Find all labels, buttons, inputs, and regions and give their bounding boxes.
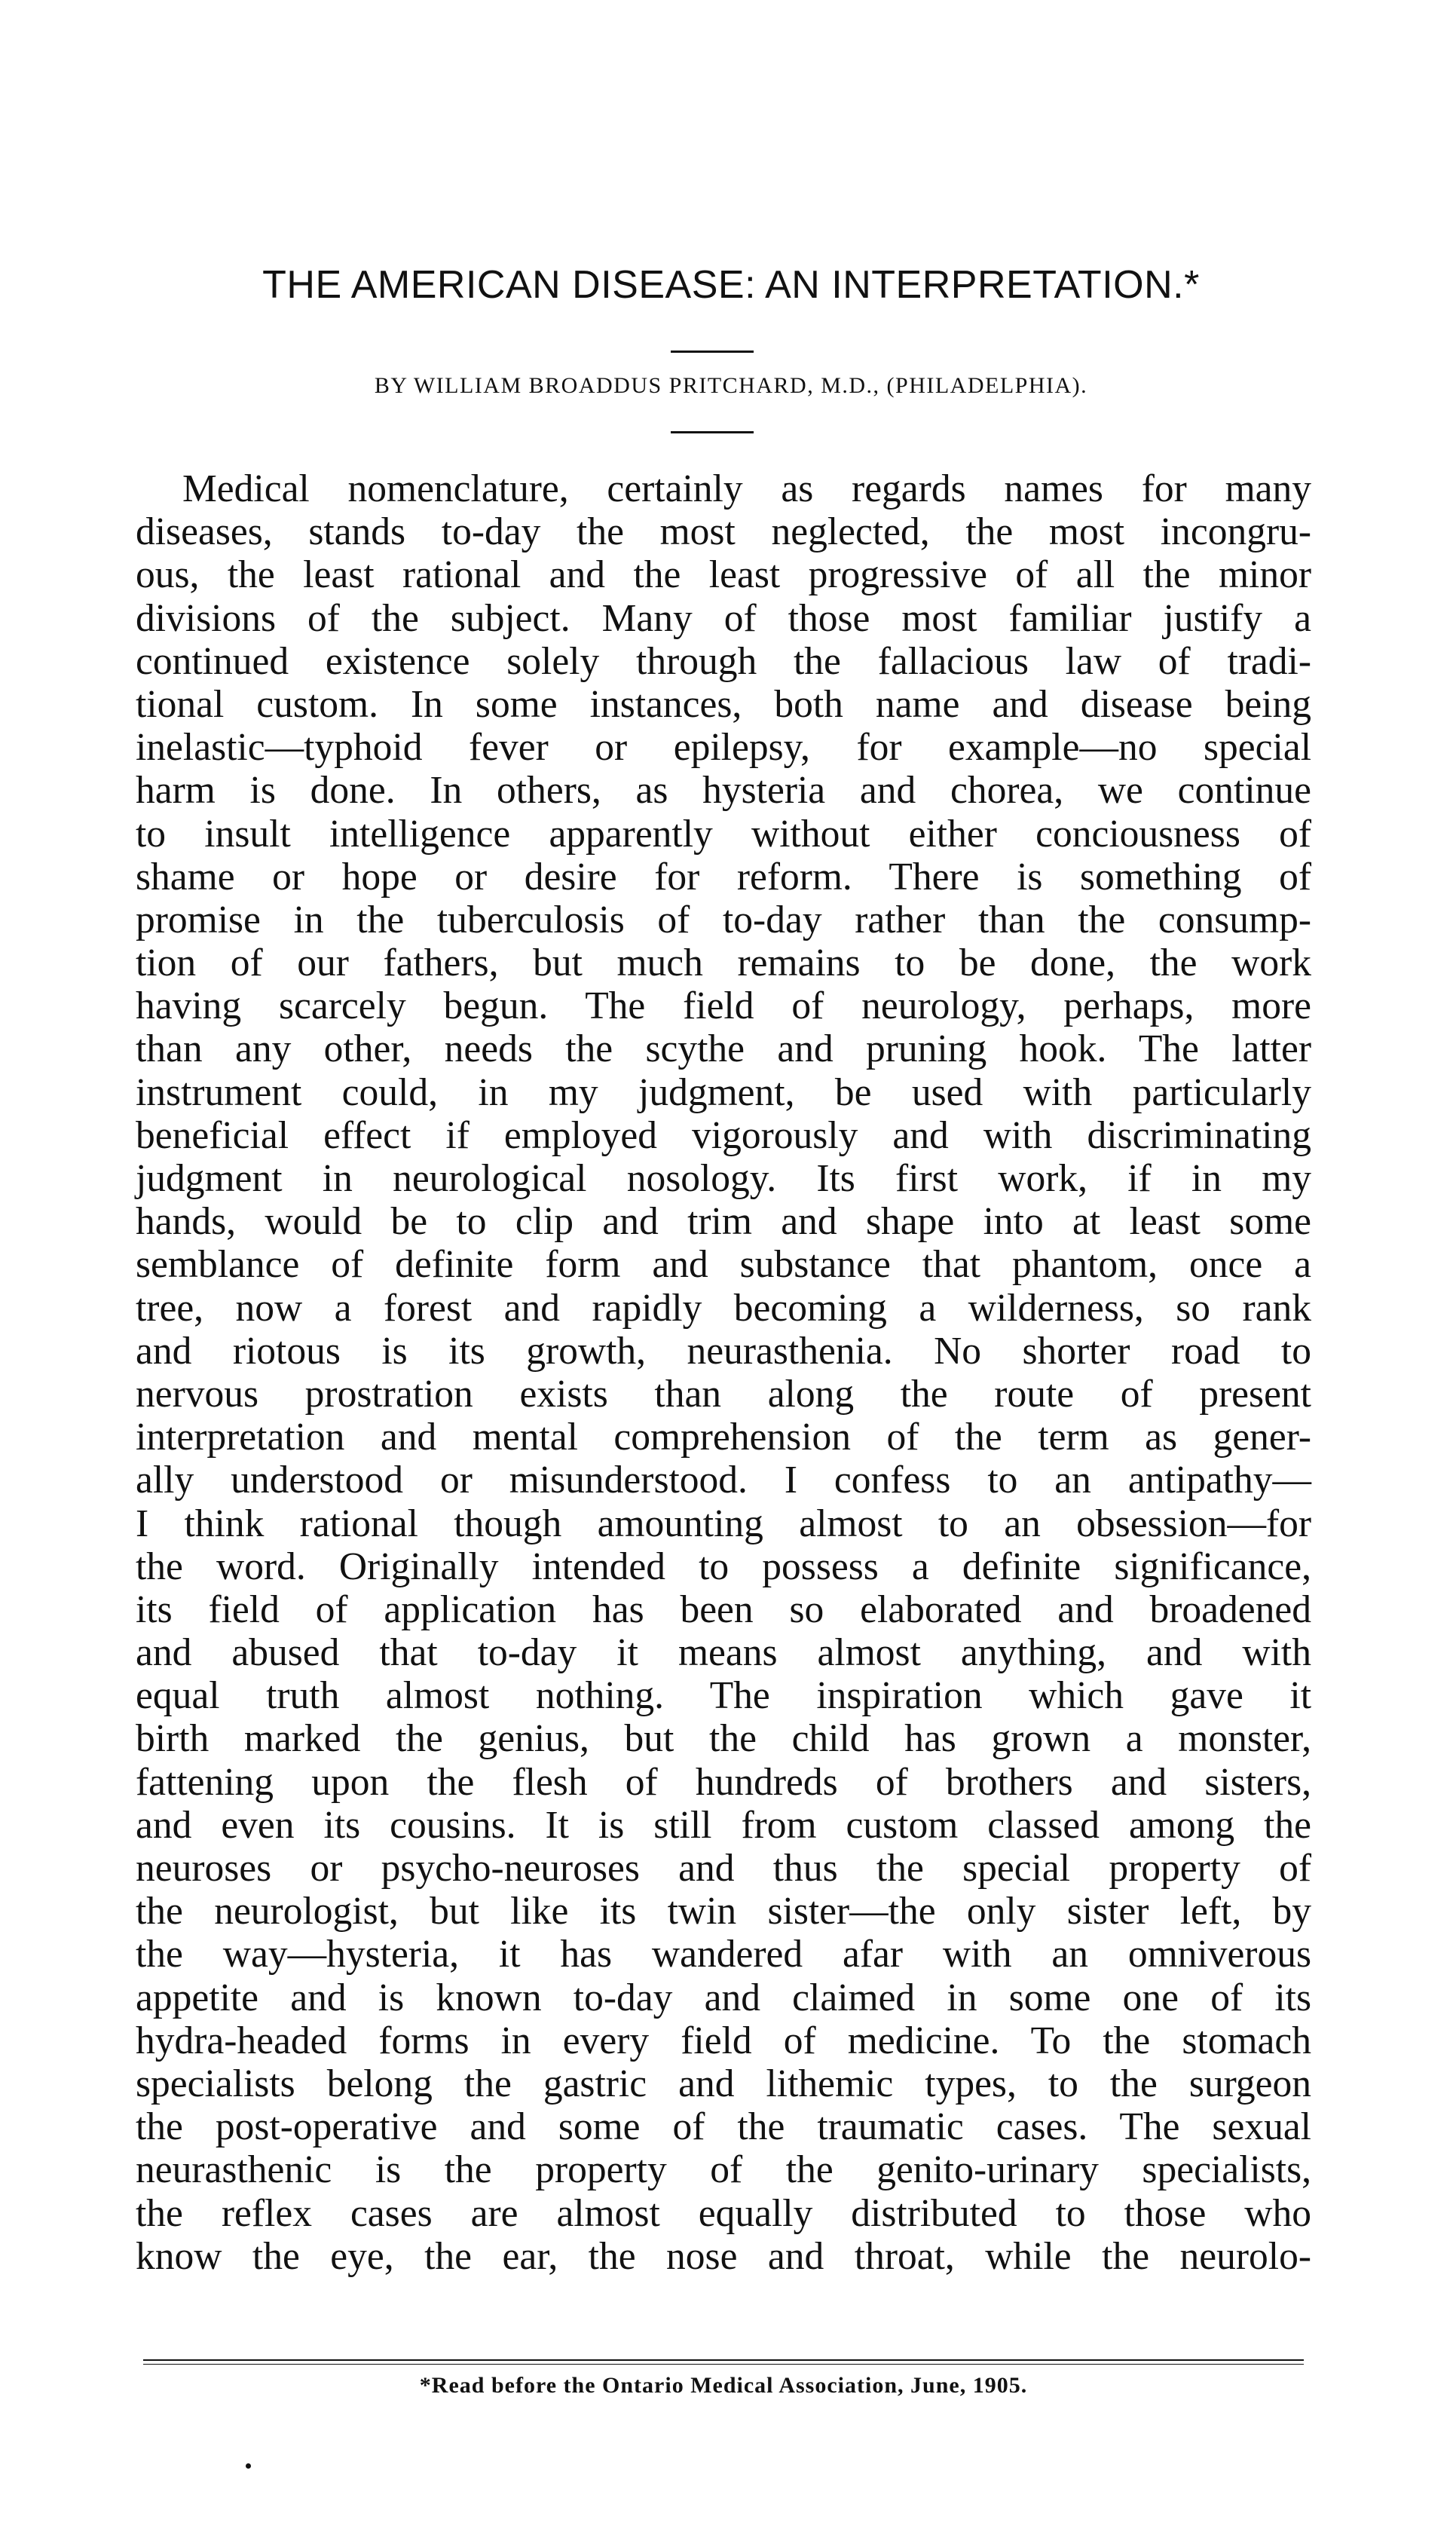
body-line: harm is done. In others, as hysteria and chorea, we continue [136, 769, 1311, 813]
body-line: tion of our fathers, but much remains to be done, the work [136, 941, 1311, 985]
footnote: *Read before the Ontario Medical Association, June, 1905. [419, 2373, 1028, 2398]
body-line: the reflex cases are almost equally distributed to those who [136, 2191, 1311, 2235]
body-line: fattening upon the flesh of hundreds of brothers and sisters, [136, 1760, 1311, 1804]
body-line: appetite and is known to-day and claimed in some one of its [136, 1976, 1311, 2019]
footnote-rule-secondary [143, 2364, 1304, 2365]
author-byline: BY WILLIAM BROADDUS PRITCHARD, M.D., (PHILADELPHIA). [374, 373, 1088, 398]
body-line: the neurologist, but like its twin sister—the only sister left, by [136, 1890, 1311, 1933]
body-line: and abused that to-day it means almost anything, and with [136, 1631, 1311, 1675]
body-line: hands, would be to clip and trim and shape into at least some [136, 1200, 1311, 1244]
body-line: semblance of definite form and substance that phantom, once a [136, 1243, 1311, 1287]
body-line: interpretation and mental comprehension of the term as gener- [136, 1416, 1311, 1459]
byline-divider [671, 431, 754, 433]
body-line: hydra-headed forms in every field of medicine. To the stomach [136, 2019, 1311, 2062]
body-line: its field of application has been so elaborated and broadened [136, 1587, 1311, 1631]
body-line: neuroses or psycho-neuroses and thus the special property of [136, 1847, 1311, 1890]
body-line: I think rational though amounting almost to an obsession—for [136, 1502, 1311, 1545]
article-body [136, 467, 1311, 2278]
body-line: know the eye, the ear, the nose and throat, while the neurolo- [136, 2234, 1311, 2278]
ink-speck [246, 2463, 251, 2469]
body-line: beneficial effect if employed vigorously and with discriminating [136, 1113, 1311, 1157]
body-line: the way—hysteria, it has wandered afar with an omniverous [136, 1933, 1311, 1976]
body-line: promise in the tuberculosis of to-day rather than the consump- [136, 898, 1311, 941]
body-line: to insult intelligence apparently without either conciousness of [136, 812, 1311, 856]
body-line: inelastic—typhoid fever or epilepsy, for example—no special [136, 726, 1311, 770]
body-line: Medical nomenclature, certainly as regards names for many [182, 467, 1311, 510]
body-line: and riotous is its growth, neurasthenia. No shorter road to [136, 1329, 1311, 1373]
article-title: THE AMERICAN DISEASE: AN INTERPRETATION.* [262, 263, 1200, 307]
body-line: and even its cousins. It is still from custom classed among the [136, 1803, 1311, 1847]
body-line: neurasthenic is the property of the genito-urinary specialists, [136, 2148, 1311, 2192]
body-line: ous, the least rational and the least progressive of all the minor [136, 553, 1311, 597]
body-line: diseases, stands to-day the most neglected, the most incongru- [136, 510, 1311, 554]
body-line: ally understood or misunderstood. I confess to an antipathy— [136, 1459, 1311, 1502]
body-line: shame or hope or desire for reform. There is something of [136, 855, 1311, 899]
body-line: equal truth almost nothing. The inspiration which gave it [136, 1674, 1311, 1718]
body-line: judgment in neurological nosology. Its first work, if in my [136, 1157, 1311, 1200]
body-line: the post-operative and some of the traumatic cases. The sexual [136, 2105, 1311, 2149]
body-line: continued existence solely through the fallacious law of tradi- [136, 639, 1311, 683]
body-line: specialists belong the gastric and lithemic types, to the surgeon [136, 2062, 1311, 2105]
body-line: than any other, needs the scythe and pruning hook. The latter [136, 1027, 1311, 1071]
body-line: tree, now a forest and rapidly becoming a wilderness, so rank [136, 1286, 1311, 1330]
footnote-rule [143, 2359, 1304, 2361]
body-line: the word. Originally intended to possess a definite significance, [136, 1544, 1311, 1588]
body-line: tional custom. In some instances, both name and disease being [136, 682, 1311, 726]
body-line: instrument could, in my judgment, be used with particularly [136, 1070, 1311, 1114]
title-divider [671, 351, 754, 353]
body-line: divisions of the subject. Many of those most familiar justify a [136, 596, 1311, 640]
body-line: nervous prostration exists than along the route of present [136, 1372, 1311, 1416]
body-line: having scarcely begun. The field of neurology, perhaps, more [136, 984, 1311, 1028]
body-line: birth marked the genius, but the child has grown a monster, [136, 1717, 1311, 1761]
